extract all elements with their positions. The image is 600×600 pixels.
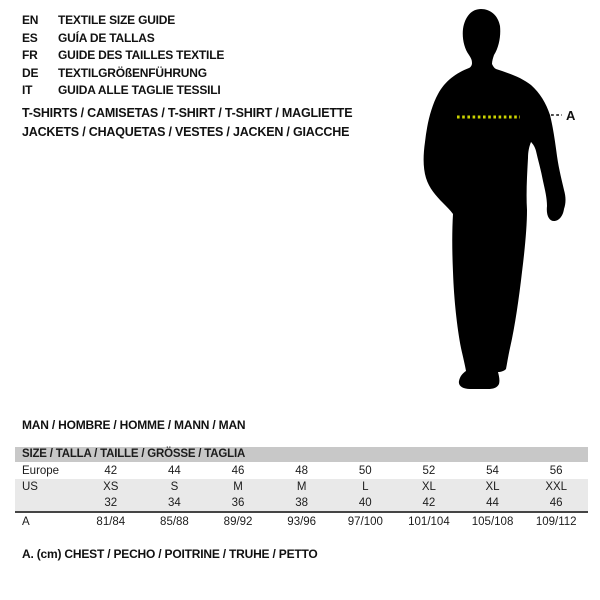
table-cell: 44 bbox=[168, 464, 181, 477]
table-cell: XXL bbox=[545, 481, 568, 493]
category-line-jackets: JACKETS / CHAQUETAS / VESTES / JACKEN / GIACCHE bbox=[22, 124, 350, 139]
table-cell: XL bbox=[485, 481, 500, 493]
language-code: EN bbox=[22, 13, 39, 27]
language-list bbox=[22, 12, 224, 100]
table-cell: 38 bbox=[295, 497, 309, 509]
language-label: GUÍA DE TALLAS bbox=[58, 30, 155, 45]
table-row-europe bbox=[15, 462, 588, 479]
table-cell: 52 bbox=[422, 464, 436, 477]
man-silhouette-figure bbox=[410, 0, 600, 400]
language-code: ES bbox=[22, 30, 38, 45]
table-cell: 56 bbox=[549, 464, 563, 477]
measure-label-a: A bbox=[566, 108, 576, 123]
size-table bbox=[15, 447, 588, 531]
table-cell: S bbox=[170, 481, 179, 493]
table-cell: 97/100 bbox=[347, 516, 383, 528]
category-line-tshirts: T-SHIRTS / CAMISETAS / T-SHIRT / T-SHIRT / MAGLIETTE bbox=[22, 106, 353, 120]
language-row bbox=[22, 12, 224, 30]
language-label: TEXTILE SIZE GUIDE bbox=[58, 13, 176, 27]
language-row bbox=[22, 82, 224, 100]
table-cell: M bbox=[233, 481, 243, 493]
section-title-man: MAN / HOMBRE / HOMME / MANN / MAN bbox=[22, 418, 246, 432]
language-label: GUIDE DES TAILLES TEXTILE bbox=[58, 48, 225, 63]
table-cell: 93/96 bbox=[287, 516, 317, 528]
table-cell: 42 bbox=[422, 497, 436, 509]
table-cell: 85/88 bbox=[160, 516, 189, 528]
table-cell: 101/104 bbox=[408, 516, 450, 528]
garment-categories bbox=[22, 104, 352, 141]
language-label: GUIDA ALLE TAGLIE TESSILI bbox=[58, 83, 221, 98]
silhouette-shape bbox=[424, 9, 566, 389]
row-label: US bbox=[22, 481, 38, 493]
table-cell: XL bbox=[421, 481, 436, 493]
table-cell: L bbox=[362, 481, 369, 493]
table-cell: 42 bbox=[104, 464, 118, 477]
language-label: TEXTILGRÖßENFÜHRUNG bbox=[58, 65, 207, 80]
table-row-us bbox=[15, 479, 588, 495]
table-cell: 46 bbox=[549, 497, 563, 509]
language-row bbox=[22, 47, 224, 65]
table-cell: M bbox=[296, 481, 307, 493]
table-cell: 32 bbox=[104, 497, 118, 509]
table-cell: 40 bbox=[358, 497, 372, 509]
table-cell: 34 bbox=[168, 497, 181, 509]
table-cell: 36 bbox=[231, 497, 245, 509]
table-cell: 54 bbox=[486, 464, 499, 477]
table-cell: 89/92 bbox=[223, 516, 253, 528]
language-code: IT bbox=[22, 83, 33, 98]
row-label: Europe bbox=[22, 464, 60, 477]
measurement-footnote: A. (cm) CHEST / PECHO / POITRINE / TRUHE / PETTO bbox=[22, 547, 318, 561]
language-row bbox=[22, 65, 224, 83]
table-cell: 109/112 bbox=[535, 516, 577, 528]
table-cell: 50 bbox=[358, 464, 372, 477]
row-label: A bbox=[22, 516, 30, 528]
table-cell: 44 bbox=[486, 497, 499, 509]
table-cell: 48 bbox=[295, 464, 309, 477]
table-cell: 46 bbox=[231, 464, 245, 477]
language-row bbox=[22, 30, 224, 48]
table-row-chest bbox=[15, 513, 588, 531]
language-code: FR bbox=[22, 48, 38, 63]
table-cell: 105/108 bbox=[471, 516, 514, 528]
language-code: DE bbox=[22, 65, 39, 80]
man-silhouette bbox=[410, 0, 600, 400]
table-cell: XS bbox=[103, 481, 119, 493]
size-table-header: SIZE / TALLA / TAILLE / GRÖSSE / TAGLIA bbox=[15, 447, 588, 462]
table-cell: 81/84 bbox=[96, 516, 126, 528]
table-row-us-numeric bbox=[15, 495, 588, 511]
